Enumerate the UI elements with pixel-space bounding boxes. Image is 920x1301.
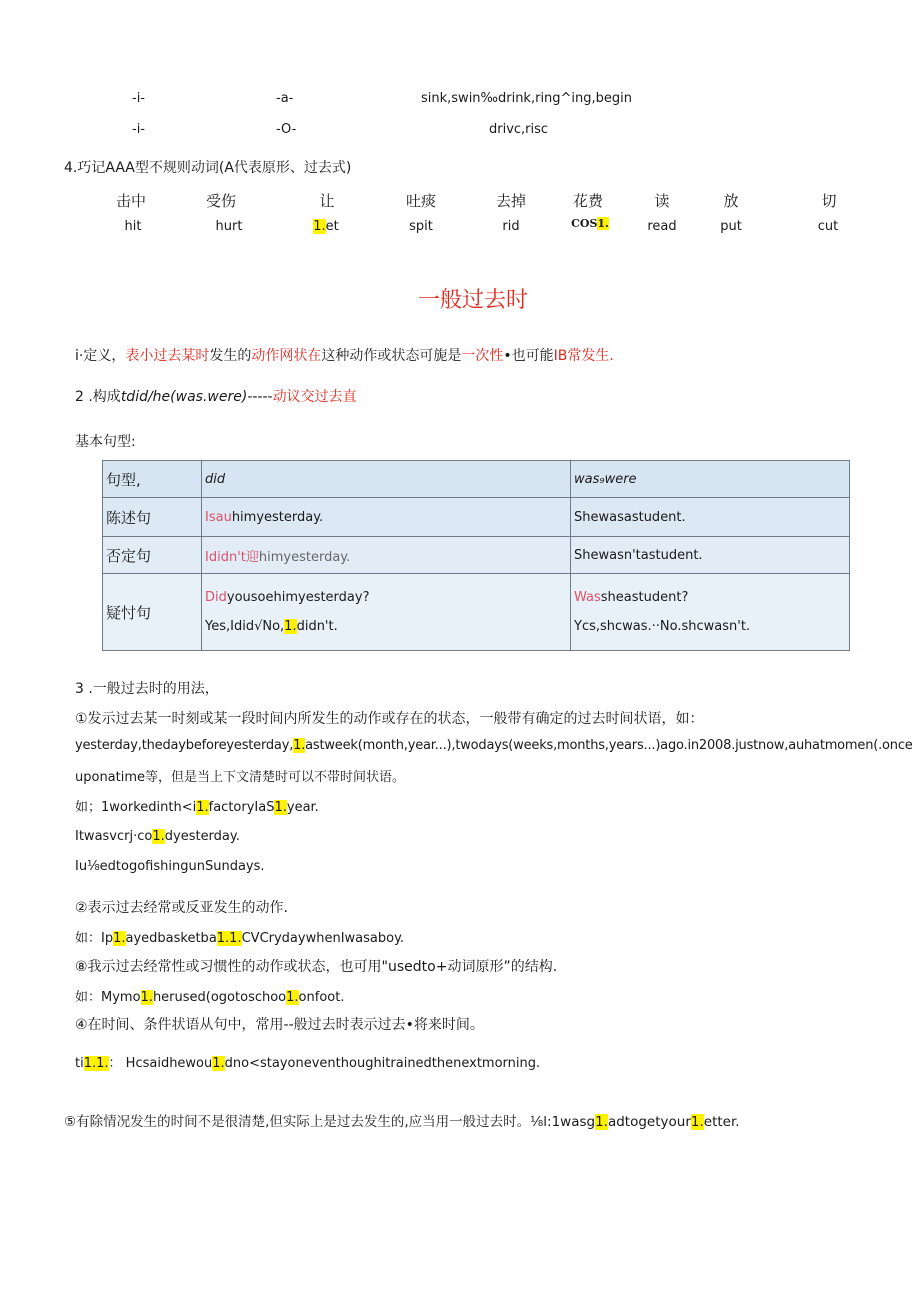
def-p7: •也可能 — [503, 348, 554, 364]
ex5hl1: 1. — [140, 990, 153, 1005]
cell-was-question — [571, 574, 850, 651]
struct-p1: 2 .构成 — [75, 389, 121, 405]
def-p6: 一次性 — [461, 348, 504, 364]
ex4hl2: 1.1. — [216, 931, 242, 946]
example-4 — [75, 927, 404, 946]
ex4b: ayedbasketba — [125, 931, 217, 946]
def-p5: 这种动作或状态可旎是 — [321, 348, 462, 364]
ex4c: CVCrydaywhenIwasaboy. — [241, 931, 405, 946]
section-title: 一般过去时 — [418, 288, 529, 313]
struct-p4: 动议交过去直 — [272, 389, 357, 405]
row1-col3: sink,swin‰drink,ring^ing,begin — [421, 91, 633, 106]
struct-p2: tdid∕he(was.were) — [120, 389, 248, 405]
verb-en-read: read — [647, 219, 677, 234]
cell-did-negative — [202, 537, 571, 574]
verb-en-cost — [555, 217, 625, 230]
usage-1-line2 — [75, 738, 913, 753]
ex6hl2: 1. — [212, 1056, 225, 1071]
verb-cn-hurt: 受伤 — [205, 192, 236, 210]
u1l2hl: 1. — [293, 738, 306, 753]
struct-p3: ----- — [247, 389, 273, 405]
header-was: was₉were — [571, 461, 850, 498]
was-q-red: Was — [574, 590, 601, 605]
ex6c: dno<stayoneventhoughitrainedthenextmorning. — [224, 1056, 541, 1071]
u1l2b: astweek(month,year...),twodays(weeks,months,years...)ago.in2008.justnow,auhatmomen(.once — [305, 738, 913, 753]
did-aff-red: Isau — [205, 509, 232, 525]
u5a: ⑤有除情况发生的时间不是很清楚,但实际上是过去发生的,应当用一般过去时。⅛l:1wasg — [64, 1114, 596, 1130]
example-6 — [75, 1052, 540, 1071]
verb-en-spit: spit — [409, 219, 433, 234]
verb-en-let-hl: 1. — [313, 219, 326, 234]
ex1hl1: 1. — [196, 800, 209, 815]
usage-heading: 3 .一般过去时的用法， — [75, 681, 219, 697]
verb-en-hurt: hurt — [215, 219, 243, 234]
header-did: did — [202, 461, 571, 498]
u5hl1: 1. — [595, 1114, 608, 1130]
def-p2: 表小过去某时 — [125, 348, 210, 364]
u5b: adtogetyour — [607, 1114, 691, 1130]
did-q-line2b: didn't. — [296, 619, 338, 634]
verb-cn-spit: 吐痰 — [405, 192, 436, 210]
table-header-row — [103, 461, 850, 498]
row2-col1: -i- — [132, 122, 145, 137]
ex4hl1: 1. — [113, 931, 126, 946]
ex5b: herused(ogotoschoo — [152, 990, 287, 1005]
did-q-line2hl: 1. — [284, 619, 297, 634]
was-q-rest: sheastudent? — [600, 590, 689, 605]
row2-col2: -O- — [276, 122, 297, 137]
verb-cn-put: 放 — [723, 192, 739, 210]
example-3: Iu⅛edtogofishingunSundays. — [75, 859, 265, 874]
table-row — [103, 498, 850, 537]
did-q-line2 — [205, 619, 567, 634]
row-label-negative: 否定句 — [103, 537, 202, 574]
did-neg-red: Ididn't迎 — [205, 549, 259, 565]
cell-was-negative: Shewasn'tastudent. — [571, 537, 850, 574]
verb-en-cut: cut — [817, 219, 839, 234]
ex1c: year. — [286, 800, 319, 815]
example-1 — [75, 796, 319, 815]
usage-5 — [64, 1110, 740, 1130]
u5hl2: 1. — [690, 1114, 704, 1130]
verb-en-hit: hit — [124, 219, 142, 234]
did-neg-rest: himyesterday. — [258, 549, 351, 565]
cell-was-affirmative: Shewasastudent. — [571, 498, 850, 537]
row1-col1: -i- — [132, 91, 145, 106]
was-q-line2: Ycs,shcwas.··No.shcwasn't. — [574, 619, 751, 634]
grammar-table — [102, 460, 850, 651]
row-label-affirmative: 陈述句 — [103, 498, 202, 537]
ex5hl2: 1. — [286, 990, 299, 1005]
ex5c: onfoot. — [298, 990, 345, 1005]
verb-cn-read: 读 — [654, 192, 670, 210]
def-p3: 发生的 — [209, 348, 252, 364]
ex2hl: 1. — [152, 829, 165, 844]
definition-line — [75, 345, 614, 365]
def-p8: IB常发生. — [553, 348, 614, 364]
ex6hl1: 1.1. — [83, 1056, 109, 1071]
did-q-rest: yousoehimyesterday? — [226, 590, 370, 605]
verb-en-cost-rest: COS — [571, 217, 598, 230]
row-label-question: 疑忖句 — [103, 574, 202, 651]
ex6a: ti — [75, 1056, 84, 1071]
ex1hl2: 1. — [274, 800, 287, 815]
verb-en-put: put — [720, 219, 742, 234]
example-5 — [75, 986, 344, 1005]
ex1a: 如；1workedinth<i — [75, 800, 197, 815]
verb-cn-cut: 切 — [821, 192, 837, 210]
basic-label: 基本句型: — [75, 434, 136, 450]
usage-3: ⑧我示过去经常性或习惯性的动作或状态，也可用"usedto+动词原形”的结构. — [75, 959, 558, 975]
table-row — [103, 537, 850, 574]
cell-did-affirmative — [202, 498, 571, 537]
usage-2: ②表示过去经常或反亚发生的动作. — [75, 900, 289, 916]
row1-col2: -a- — [276, 91, 294, 106]
ex2b: dyesterday. — [164, 829, 240, 844]
table-row — [103, 574, 850, 651]
header-pattern: 句型, — [103, 461, 202, 498]
verb-cn-let: 让 — [319, 192, 335, 210]
row2-col3: drivc,risc — [489, 122, 549, 137]
aaa-heading: 4.巧记AAA型不规则动词(A代表原形、过去式) — [64, 160, 352, 176]
usage-1: ①发示过去某一时刻或某一段时间内所发生的动作或存在的状态，一般带有确定的过去时间状语，如： — [75, 711, 704, 727]
structure-line — [75, 386, 357, 406]
cell-did-question — [202, 574, 571, 651]
ex2a: Itwasvcrj·co — [75, 829, 153, 844]
def-p4: 动作网状在 — [251, 348, 322, 364]
def-p1: i·定义， — [75, 348, 126, 364]
did-aff-rest: himyesterday. — [231, 509, 324, 525]
ex4a: 如：Ip — [75, 931, 114, 946]
ex5a: 如：Mymo — [75, 990, 141, 1005]
ex1b: factoryIaS — [208, 800, 275, 815]
usage-1-line3: uponatime等，但是当上下文清楚时可以不带时间状语。 — [75, 770, 406, 785]
u1l2a: yesterday,thedaybeforeyesterday, — [75, 738, 294, 753]
u5c: etter. — [703, 1114, 740, 1130]
did-q-red: Did — [205, 590, 227, 605]
verb-en-let-rest: et — [325, 219, 339, 234]
example-2 — [75, 829, 240, 844]
did-q-line2a: Yes,Idid√No, — [205, 619, 285, 634]
ex6b: ： Hcsaidhewou — [108, 1056, 213, 1071]
verb-cn-cost: 花费 — [572, 192, 603, 210]
verb-en-rid: rid — [502, 219, 520, 234]
verb-en-let — [291, 219, 361, 234]
verb-en-cost-hl: 1. — [597, 217, 609, 230]
verb-cn-rid: 去掉 — [495, 192, 526, 210]
verb-cn-hit: 击中 — [115, 192, 146, 210]
usage-4: ④在时间、条件状语从句中，常用--般过去时表示过去•将来时间。 — [75, 1017, 484, 1033]
